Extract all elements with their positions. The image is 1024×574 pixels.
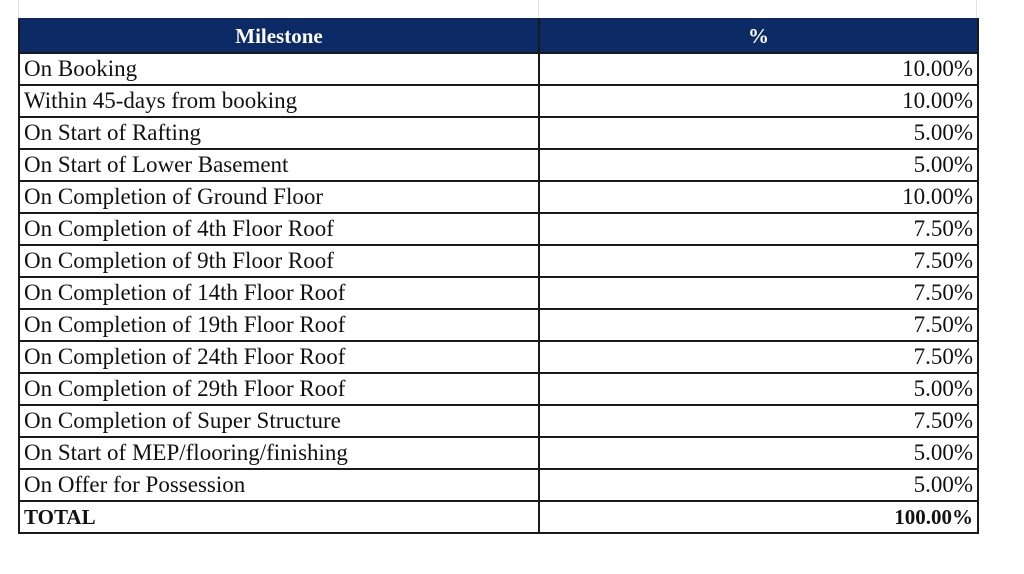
percent-cell: 7.50% (539, 277, 978, 309)
percent-cell: 10.00% (539, 85, 978, 117)
percent-cell: 10.00% (539, 181, 978, 213)
percent-cell: 7.50% (539, 245, 978, 277)
total-row (19, 501, 978, 533)
milestone-cell: On Booking (19, 53, 539, 85)
milestone-cell: On Completion of Ground Floor (19, 181, 539, 213)
milestone-cell: On Completion of 19th Floor Roof (19, 309, 539, 341)
percent-column-header: % (539, 19, 978, 53)
header-row (19, 19, 978, 53)
table-row (19, 277, 978, 309)
table-row (19, 437, 978, 469)
percent-cell: 5.00% (539, 437, 978, 469)
milestone-cell: On Start of MEP/flooring/finishing (19, 437, 539, 469)
percent-cell: 7.50% (539, 405, 978, 437)
percent-cell: 5.00% (539, 149, 978, 181)
total-percent: 100.00% (539, 501, 978, 533)
milestone-cell: On Start of Rafting (19, 117, 539, 149)
milestone-cell: On Start of Lower Basement (19, 149, 539, 181)
table-row (19, 469, 978, 501)
milestone-column-header: Milestone (19, 19, 539, 53)
table-row (19, 341, 978, 373)
total-label: TOTAL (19, 501, 539, 533)
milestone-cell: On Completion of 9th Floor Roof (19, 245, 539, 277)
table-row (19, 85, 978, 117)
percent-cell: 7.50% (539, 341, 978, 373)
percent-cell: 10.00% (539, 53, 978, 85)
percent-cell: 7.50% (539, 309, 978, 341)
milestone-cell: On Completion of Super Structure (19, 405, 539, 437)
cropped-column-divider (538, 0, 539, 18)
table-row (19, 53, 978, 85)
percent-cell: 5.00% (539, 117, 978, 149)
table-row (19, 149, 978, 181)
percent-cell: 5.00% (539, 373, 978, 405)
milestone-cell: On Completion of 29th Floor Roof (19, 373, 539, 405)
table-row (19, 405, 978, 437)
payment-plan-table (18, 18, 979, 534)
table-row (19, 117, 978, 149)
milestone-cell: On Completion of 4th Floor Roof (19, 213, 539, 245)
milestone-cell: On Offer for Possession (19, 469, 539, 501)
table-row (19, 245, 978, 277)
table-row (19, 213, 978, 245)
table-row (19, 181, 978, 213)
percent-cell: 7.50% (539, 213, 978, 245)
milestone-cell: Within 45-days from booking (19, 85, 539, 117)
table-row (19, 309, 978, 341)
table-row (19, 373, 978, 405)
percent-cell: 5.00% (539, 469, 978, 501)
milestone-cell: On Completion of 24th Floor Roof (19, 341, 539, 373)
cropped-table-top (18, 0, 977, 18)
milestone-cell: On Completion of 14th Floor Roof (19, 277, 539, 309)
